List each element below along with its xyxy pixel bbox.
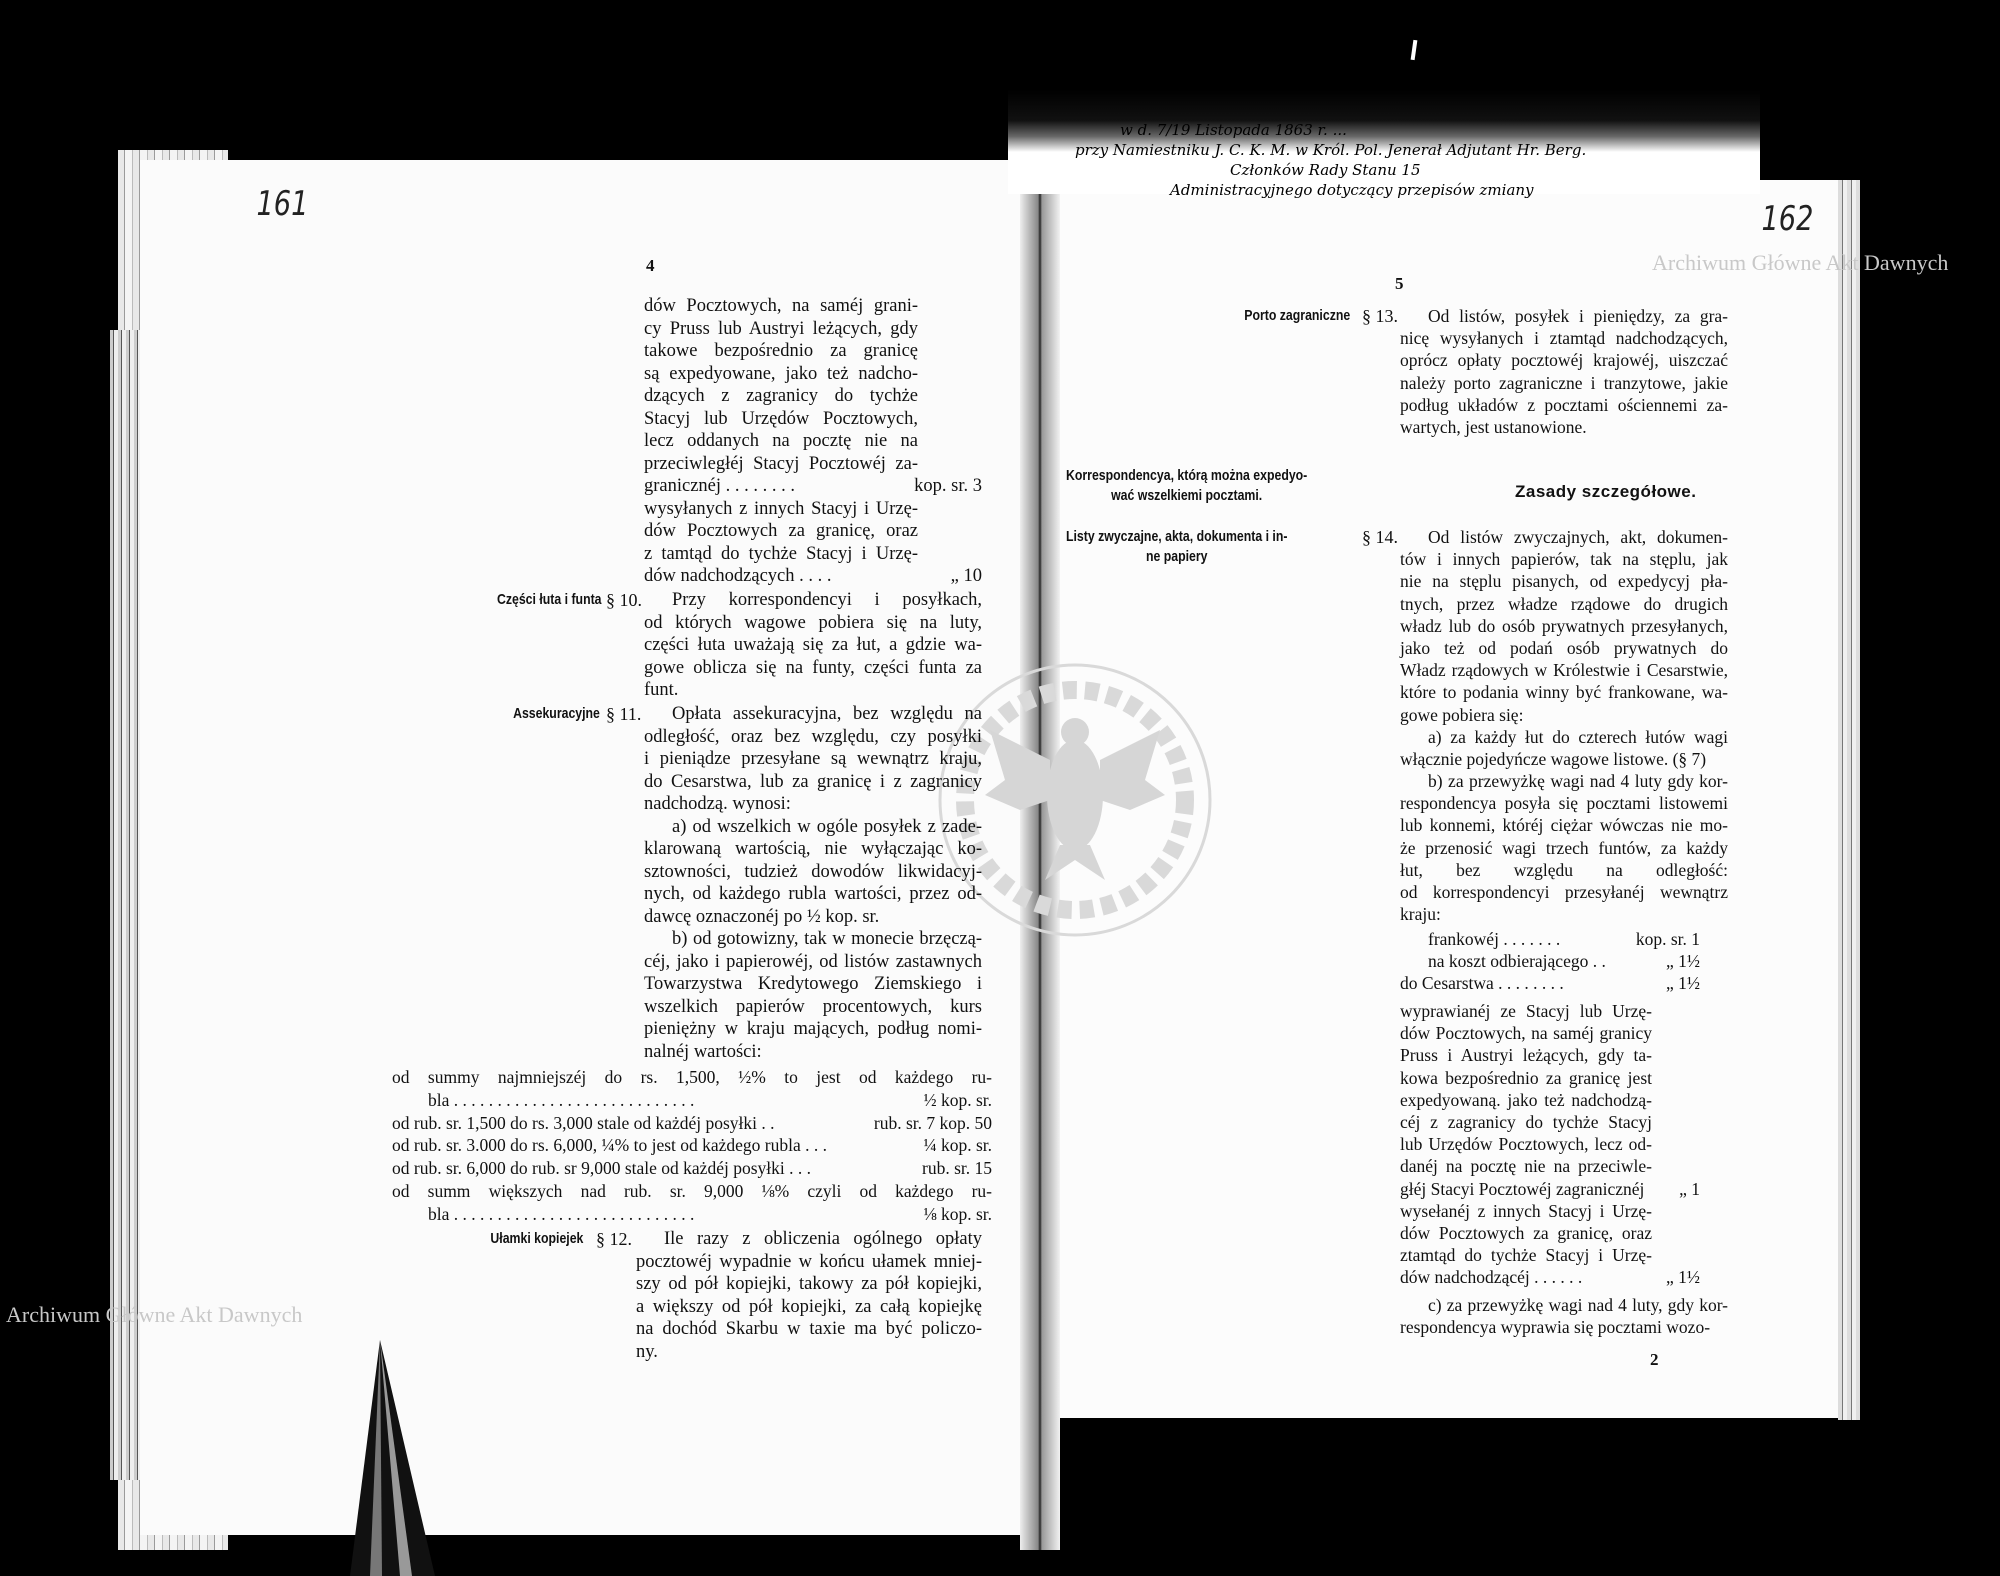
text-line: a) od wszelkich w ogóle posyłek z zade- [672,816,982,837]
text-line: Stacyj lub Urzędów Pocztowych, [644,408,918,429]
text-line: części łuta uważają się za łut, a gdzie wa- [644,635,982,655]
rate-label: od rub. sr. 3.000 do rs. 6,000, ¼% to jest od każdego rubla . . . [392,1135,828,1156]
section-number: § 12. [596,1229,632,1249]
text-line: tnych, przez władze rządowe do drugich [1400,593,1728,614]
page-number: 5 [1395,274,1404,293]
text-line: gowe pobiera się: [1400,704,1524,725]
text-line: władz lub do osób prywatnych przesyłanych, [1400,615,1728,636]
text-line: które to podania winny być frankowane, wa- [1400,682,1728,703]
text-line: kowa bezpośrednio za granicę jest [1400,1067,1652,1088]
text-line: Ile razy z obliczenia ogólnego opłaty [664,1229,982,1249]
text-line: pocztowéj wypadnie w końcu ułamek mniej- [636,1251,982,1272]
text-line: Opłata assekuracyjna, bez względu na [672,704,982,724]
text-line: kraju: [1400,904,1441,925]
rate-line [644,475,982,498]
rate-line [392,1089,992,1112]
handwritten-corner-mark: 4 [1782,149,1794,170]
text-line: c) za przewyżkę wagi nad 4 luty, gdy kor- [1428,1295,1728,1315]
text-line: lecz oddanych na pocztę nie na [644,431,918,451]
text-line: od summy najmniejszéj do rs. 1,500, ½% to jest od każdego ru- [392,1067,992,1087]
handwritten-line: w d. 7/19 Listopada 1863 r. ... [1120,121,1347,139]
section-number: § 13. [1362,306,1398,326]
rate-amount: ¼ kop. sr. [923,1135,992,1156]
text-line: z tamtąd do tychże Stacyj i Urzę- [644,543,918,564]
rate-label: od rub. sr. 1,500 do rs. 3,000 stale od każdéj posyłki . . [392,1112,775,1133]
handwritten-line: Członków Rady Stanu 15 [1230,161,1421,179]
margin-note [1066,527,1287,567]
mark [1411,40,1418,60]
rate-amount: „ 10 [950,566,982,586]
text-line: przeciwległéj Stacyj Pocztowéj za- [644,453,918,474]
text-line: dzących z zagranicy do tychże [644,386,918,406]
text-line: od summ większych nad rub. sr. 9,000 ⅛% czyli od każdego ru- [392,1180,992,1201]
rate-amount: kop. sr. 3 [914,476,982,496]
border-station-rates [1400,1000,1700,1288]
archive-watermark: Archiwum Główne Akt Dawnych [1652,250,1949,275]
text-line: b) za przewyżkę wagi nad 4 luty gdy kor- [1428,771,1728,792]
rate-amount: „ 1½ [1665,951,1700,972]
text-line: oprócz opłaty pocztowéj krajowéj, uiszczać [1400,350,1728,371]
page-stack-edge-right [1838,180,1860,1420]
text-block [644,295,982,588]
text-line: cy Pruss lub Austryi leżących, gdy [644,318,918,339]
margin-note: Assekuracyjne [513,705,600,722]
section-14-c-text [1400,1294,1728,1338]
archive-watermark: Archiwum Główne Akt Dawnych [6,1302,303,1327]
rate-amount: kop. sr. 1 [1635,929,1700,949]
text-line: wysełanéj z innych Stacyj i Urzę- [1400,1200,1652,1221]
pencil-object [320,1330,460,1576]
section-14-text [1400,526,1728,925]
margin-note-line: Listy zwyczajne, akta, dokumenta i in- [1066,528,1288,545]
text-line: dów Pocztowych, na saméj grani- [644,296,918,316]
text-line: na dochód Skarbu w taxie ma być policzo- [636,1319,982,1339]
rate-label: od rub. sr. 6,000 do rub. sr 9,000 stale od każdéj posyłki . . . [392,1158,811,1179]
text-line: a większy od pół kopiejki, za całą kopiejkę [636,1296,982,1317]
rate-line [1400,972,1700,994]
text-line: łut, bez względu na odległość: [1400,859,1728,880]
text-line: Władz rządowych w Królestwie i Cesarstwie, [1400,660,1728,681]
rate-line [644,565,982,588]
text-line: wysyłanych z innych Stacyj i Urzę- [644,498,918,519]
text-line: szy od pół kopiejki, takowy za pół kopiejki, [636,1274,982,1294]
domestic-rates [1400,928,1700,995]
text-line: odległość, oraz bez względu, czy posyłki [644,726,982,747]
rate-label: granicznéj . . . . . . . . [644,476,796,496]
text-line: należy porto zagraniczne i tranzytowe, jakie [1400,372,1728,393]
text-line: respondencya wyprawia się pocztami wozo- [1400,1317,1711,1338]
insurance-rate-table [392,1066,992,1226]
text-line: pieniężny w kraju mających, podług nomi- [644,1019,982,1039]
text-line: i pieniądze przesyłane są wewnątrz kraju, [644,749,982,769]
text-line: céj z zagranicy do tychże Stacyj [1400,1111,1652,1132]
text-line: nych, od każdego rubla wartości, przez od- [644,884,982,904]
text-line: klarowaną wartością, nie wyłączając ko- [644,839,982,859]
rate-line [392,1203,992,1226]
folio-number-right: 162 [1761,199,1814,239]
heading-line: Korrespondencya, którą można expedyo- [1066,467,1308,484]
rate-amount: rub. sr. 7 kop. 50 [873,1112,992,1133]
rate-amount: „ 1½ [1665,1267,1700,1288]
text-line: Pruss i Austryi leżących, gdy ta- [1400,1045,1652,1066]
rate-line [1400,1178,1700,1200]
rate-line [392,1157,992,1180]
margin-note: Porto zagraniczne [1244,307,1350,324]
text-line: Towarzystwa Kredytowego Ziemskiego i [644,974,982,994]
text-line: nadchodzą. wynosi: [644,794,791,814]
page-number: 4 [646,256,655,275]
text-line: ztamtąd do tychże Stacyj i Urzę- [1400,1245,1652,1266]
rate-amount: ½ kop. sr. [923,1089,992,1110]
rate-line [392,1134,992,1157]
rate-label: dów nadchodzącéj . . . . . . [1400,1267,1583,1288]
text-line: lub Urzędów Pocztowych, lecz od- [1400,1134,1652,1155]
section-11-text [644,703,982,1063]
text-line: podług układów z pocztami ościennemi za- [1400,394,1728,415]
eagle-icon [985,718,1165,880]
section-number: § 10. [606,590,642,610]
text-line: expedyowaną. jako też nadchodzą- [1400,1089,1652,1110]
text-line: dów Pocztowych, na saméj granicy [1400,1023,1652,1044]
rate-line [1400,950,1700,972]
handwritten-line: przy Namiestniku J. C. K. M. w Król. Pol. Jenerał Adjutant Hr. Berg. [1075,141,1587,159]
rate-label: na koszt odbierającego . . [1428,951,1606,972]
folio-number-left: 161 [256,184,309,224]
text-line: wyprawianéj ze Stacyj lub Urzę- [1400,1001,1652,1021]
rate-line [392,1112,992,1135]
section-10-text [644,589,982,702]
text-line: tów i innych papierów, tak na stęplu, jak [1400,549,1728,570]
text-line: b) od gotowizny, tak w monecie brzęczą- [672,929,982,949]
text-line: od których wagowe pobiera się na luty, [644,612,982,633]
text-line: wartych, jest ustanowione. [1400,416,1587,437]
rate-label: frankowéj . . . . . . . [1428,929,1561,949]
text-line: céj, jako i papierowéj, od listów zastawnych [644,951,982,972]
text-line: od korrespondencyi przesyłanéj wewnątrz [1400,882,1728,902]
section-12-text [636,1228,982,1363]
text-line: takowe bezpośrednio za granicę [644,341,918,361]
margin-note: Ułamki kopiejek [490,1230,583,1247]
section-heading-correspondence [1066,466,1307,506]
section-number: § 14. [1362,527,1398,547]
text-line: do Cesarstwa, lub za granicę i z zagranicy [644,771,982,792]
rate-label: do Cesarstwa . . . . . . . . [1400,973,1564,994]
heading-line: wać wszelkiemi pocztami. [1111,487,1263,504]
margin-note-line: ne papiery [1145,548,1208,565]
text-line: ny. [636,1341,658,1362]
rate-label: głéj Stacyi Pocztowéj zagranicznéj [1400,1178,1645,1199]
rate-amount: rub. sr. 15 [922,1158,992,1179]
rate-label: bla . . . . . . . . . . . . . . . . . . . . . . . . . . . . [428,1203,695,1224]
text-line: Od listów zwyczajnych, akt, dokumen- [1428,527,1728,547]
text-line: Przy korrespondencyi i posyłkach, [672,590,982,610]
rate-amount: „ 1½ [1665,973,1700,994]
rate-label: dów nadchodzących . . . . [644,566,832,586]
text-line: wszelkich papierów procentowych, kurs [644,996,982,1017]
heading-detailed-rules: Zasady szczegółowe. [1515,482,1697,501]
text-line: sztowności, tudzież dowodów likwidacyj- [644,861,982,882]
text-line: gowe oblicza się na funty, części funta za [644,657,982,678]
text-line: danéj na pocztę nie na przeciwle- [1400,1156,1652,1177]
rate-label: bla . . . . . . . . . . . . . . . . . . . . . . . . . . . . [428,1089,695,1110]
text-line: włącznie pojedyńcze wagowe listowe. (§ 7) [1400,748,1707,769]
rate-line [1400,928,1700,950]
section-number: § 11. [606,704,642,724]
text-line: dawcę oznaczonéj po ½ kop. sr. [644,906,880,927]
text-line: a) za każdy łut do czterech łutów wagi [1428,726,1728,747]
text-line: są expedyowane, jako też nadcho- [644,363,918,384]
text-line: jako też od podań osób prywatnych do [1400,637,1728,658]
text-line: nicę wysyłanych i ztamtąd nadchodzących, [1400,328,1728,349]
handwritten-line: Administracyjnego dotyczący przepisów zmiany [1170,181,1534,199]
text-line: że przenosić wagi trzech funtów, za każdy [1400,837,1728,858]
text-line: dów Pocztowych za granicę, oraz [644,521,918,541]
rate-amount: „ 1 [1679,1178,1700,1199]
rate-line [1400,1266,1700,1288]
text-line: Od listów, posyłek i pieniędzy, za gra- [1428,306,1728,326]
text-line: nalnéj wartości: [644,1041,762,1062]
margin-note: Części łuta i funta [497,591,602,608]
section-13-text [1400,305,1728,438]
text-line: dów Pocztowych za granicę, oraz [1400,1222,1652,1243]
text-line: nie na stęplu pisanych, od expedycyj pła- [1400,571,1728,592]
text-line: funt. [644,680,679,700]
rate-amount: ⅛ kop. sr. [923,1203,992,1224]
text-line: lub konnemi, któréj ciężar wówczas nie mo- [1400,815,1728,836]
signature-mark: 2 [1650,1350,1659,1369]
text-line: respondencya posyła się pocztami listowemi [1400,793,1728,814]
